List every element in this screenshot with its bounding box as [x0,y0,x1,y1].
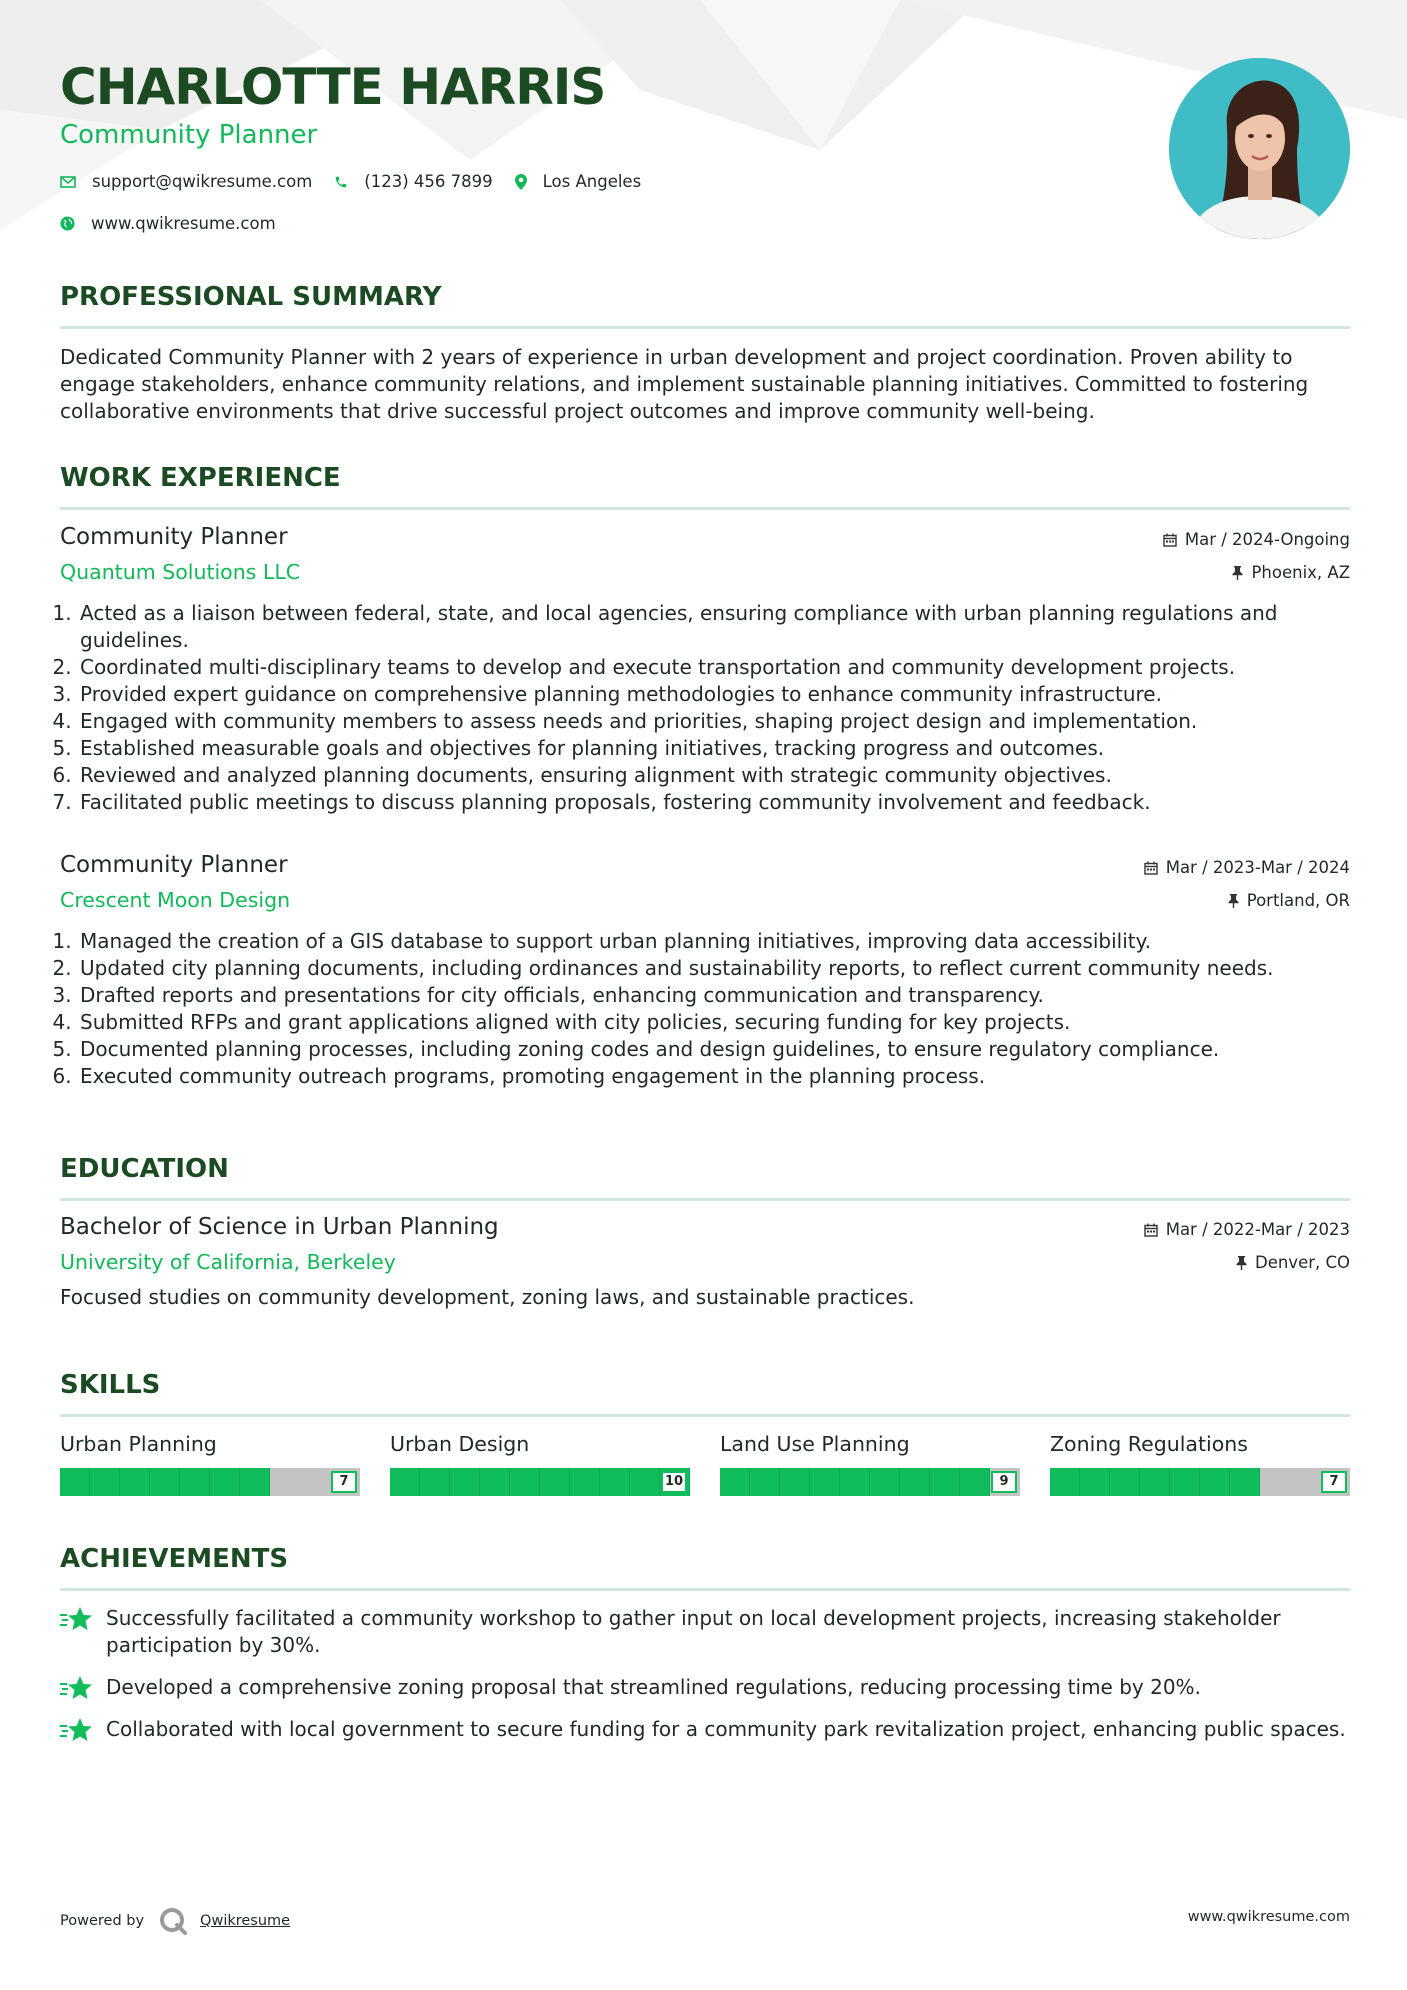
star-badge-icon [60,1717,94,1743]
contact-location [515,172,642,191]
job-header [60,852,1350,922]
skill-level: 7 [1321,1471,1347,1493]
profile-photo [1169,58,1350,239]
calendar-icon [1144,861,1158,875]
skill-item [60,1432,360,1489]
education-header [60,1214,1350,1284]
map-pin-icon [515,174,527,190]
skill-bar-fill [390,1468,690,1496]
list-item: 1. Managed the creation of a GIS database to support urban planning initiatives, improving data accessibility. [78,928,1350,955]
job-company: Crescent Moon Design [60,888,291,912]
candidate-role: Community Planner [60,120,318,150]
job-location [1232,563,1350,582]
phone-text: (123) 456 7899 [364,172,493,191]
work-experience-section [60,461,1350,510]
section-divider [60,1414,1350,1417]
achievement-text: Successfully facilitated a community workshop to gather input on local development projects, increasing stakeholder participation by 30%. [106,1606,1281,1657]
skill-name: Zoning Regulations [1050,1432,1248,1456]
education-date [1144,1220,1350,1239]
candidate-name: CHARLOTTE HARRIS [60,58,606,116]
list-item: 6. Reviewed and analyzed planning documents, ensuring alignment with strategic community objectives. [78,762,1350,789]
list-item: 7. Facilitated public meetings to discuss planning proposals, fostering community involvement and feedback. [78,789,1350,816]
footer-website[interactable]: www.qwikresume.com [1187,1909,1350,1925]
skill-bar-fill [720,1468,990,1496]
skill-name: Urban Planning [60,1432,217,1456]
summary-text: Dedicated Community Planner with 2 years of experience in urban development and project coordination. Proven ability to engage stakeholders, enhance community relations, and implement sustainable planning initiatives. Committed to fostering collaborative environments that drive successful project outcomes and improve community well-being. [60,345,1309,423]
list-item: 4. Submitted RFPs and grant applications aligned with city policies, securing funding for key projects. [78,1009,1350,1036]
skill-bar [1050,1468,1350,1496]
skill-level: 7 [331,1471,357,1493]
skill-bar-fill [1050,1468,1260,1496]
job-entry [60,852,1350,1090]
job-duties-list [60,600,1350,816]
section-title: ACHIEVEMENTS [60,1544,289,1574]
education-description: Focused studies on community development, zoning laws, and sustainable practices. [60,1285,915,1309]
job-date-text: Mar / 2024-Ongoing [1184,530,1350,549]
pushpin-icon [1228,894,1239,908]
education-location-text: Denver, CO [1254,1253,1350,1272]
skill-bar [60,1468,360,1496]
skill-bar-fill [60,1468,270,1496]
skills-list [60,1432,1350,1504]
job-header [60,524,1350,594]
section-divider [60,1198,1350,1201]
contact-phone[interactable] [334,172,492,191]
job-date [1144,858,1350,877]
pushpin-icon [1236,1256,1247,1270]
achievement-item [60,1674,1350,1701]
job-title: Community Planner [60,524,288,550]
page-footer [60,1898,1350,1932]
qwikresume-logo-icon [158,1906,188,1936]
qwikresume-link[interactable]: Qwikresume [200,1913,291,1929]
list-item: 5. Documented planning processes, including zoning codes and design guidelines, to ensure regulatory compliance. [78,1036,1350,1063]
job-location-text: Portland, OR [1246,891,1350,910]
calendar-icon [1144,1223,1158,1237]
job-date [1163,530,1350,549]
list-item: 4. Engaged with community members to assess needs and priorities, shaping project design and implementation. [78,708,1350,735]
section-title: EDUCATION [60,1154,229,1184]
list-item: 3. Provided expert guidance on comprehensive planning methodologies to enhance community infrastructure. [78,681,1350,708]
skill-name: Land Use Planning [720,1432,910,1456]
star-badge-icon [60,1675,94,1701]
education-date-text: Mar / 2022-Mar / 2023 [1165,1220,1350,1239]
job-company: Quantum Solutions LLC [60,560,301,584]
calendar-icon [1163,533,1177,547]
degree-title: Bachelor of Science in Urban Planning [60,1214,499,1240]
skill-item [720,1432,1020,1489]
contact-row [60,172,663,191]
list-item: 5. Established measurable goals and objectives for planning initiatives, tracking progress and outcomes. [78,735,1350,762]
globe-icon [60,216,75,231]
contact-website[interactable] [60,214,276,233]
achievements-section [60,1542,1350,1591]
website-text: www.qwikresume.com [91,214,276,233]
section-divider [60,507,1350,510]
section-title: WORK EXPERIENCE [60,463,341,493]
skills-section [60,1368,1350,1417]
education-location [1236,1253,1350,1272]
envelope-icon [60,176,76,188]
phone-icon [334,175,348,189]
list-item: 2. Updated city planning documents, including ordinances and sustainability reports, to reflect current community needs. [78,955,1350,982]
skill-item [390,1432,690,1489]
job-title: Community Planner [60,852,288,878]
skill-level: 9 [991,1471,1017,1493]
star-badge-icon [60,1606,94,1632]
skill-level: 10 [661,1471,687,1493]
skill-bar [390,1468,690,1496]
section-divider [60,326,1350,329]
section-title: PROFESSIONAL SUMMARY [60,282,442,312]
list-item: 6. Executed community outreach programs, promoting engagement in the planning process. [78,1063,1350,1090]
list-item: 2. Coordinated multi-disciplinary teams to develop and execute transportation and community development projects. [78,654,1350,681]
section-divider [60,1588,1350,1591]
skill-item [1050,1432,1350,1489]
job-date-text: Mar / 2023-Mar / 2024 [1165,858,1350,877]
powered-by-label: Powered by [60,1913,145,1929]
job-entry [60,524,1350,816]
contact-row-website [60,214,298,233]
achievement-text: Collaborated with local government to secure funding for a community park revitalization project, enhancing public spaces. [106,1717,1346,1741]
email-text: support@qwikresume.com [92,172,313,191]
section-title: SKILLS [60,1370,161,1400]
contact-email[interactable] [60,172,312,191]
achievement-item [60,1716,1350,1743]
school-name: University of California, Berkeley [60,1250,396,1274]
skill-bar [720,1468,1020,1496]
skill-name: Urban Design [390,1432,530,1456]
achievement-item [60,1605,1350,1659]
professional-summary-section [60,280,1350,329]
achievement-text: Developed a comprehensive zoning proposal that streamlined regulations, reducing processing time by 20%. [106,1675,1201,1699]
list-item: 1. Acted as a liaison between federal, state, and local agencies, ensuring compliance with urban planning regulations and guidelines. [78,600,1350,654]
pushpin-icon [1232,566,1243,580]
job-duties-list [60,928,1350,1090]
powered-by [60,1906,290,1936]
location-text: Los Angeles [542,172,642,191]
list-item: 3. Drafted reports and presentations for city officials, enhancing communication and transparency. [78,982,1350,1009]
job-location [1228,891,1350,910]
job-location-text: Phoenix, AZ [1251,563,1350,582]
education-section [60,1152,1350,1201]
education-entry [60,1214,1350,1311]
